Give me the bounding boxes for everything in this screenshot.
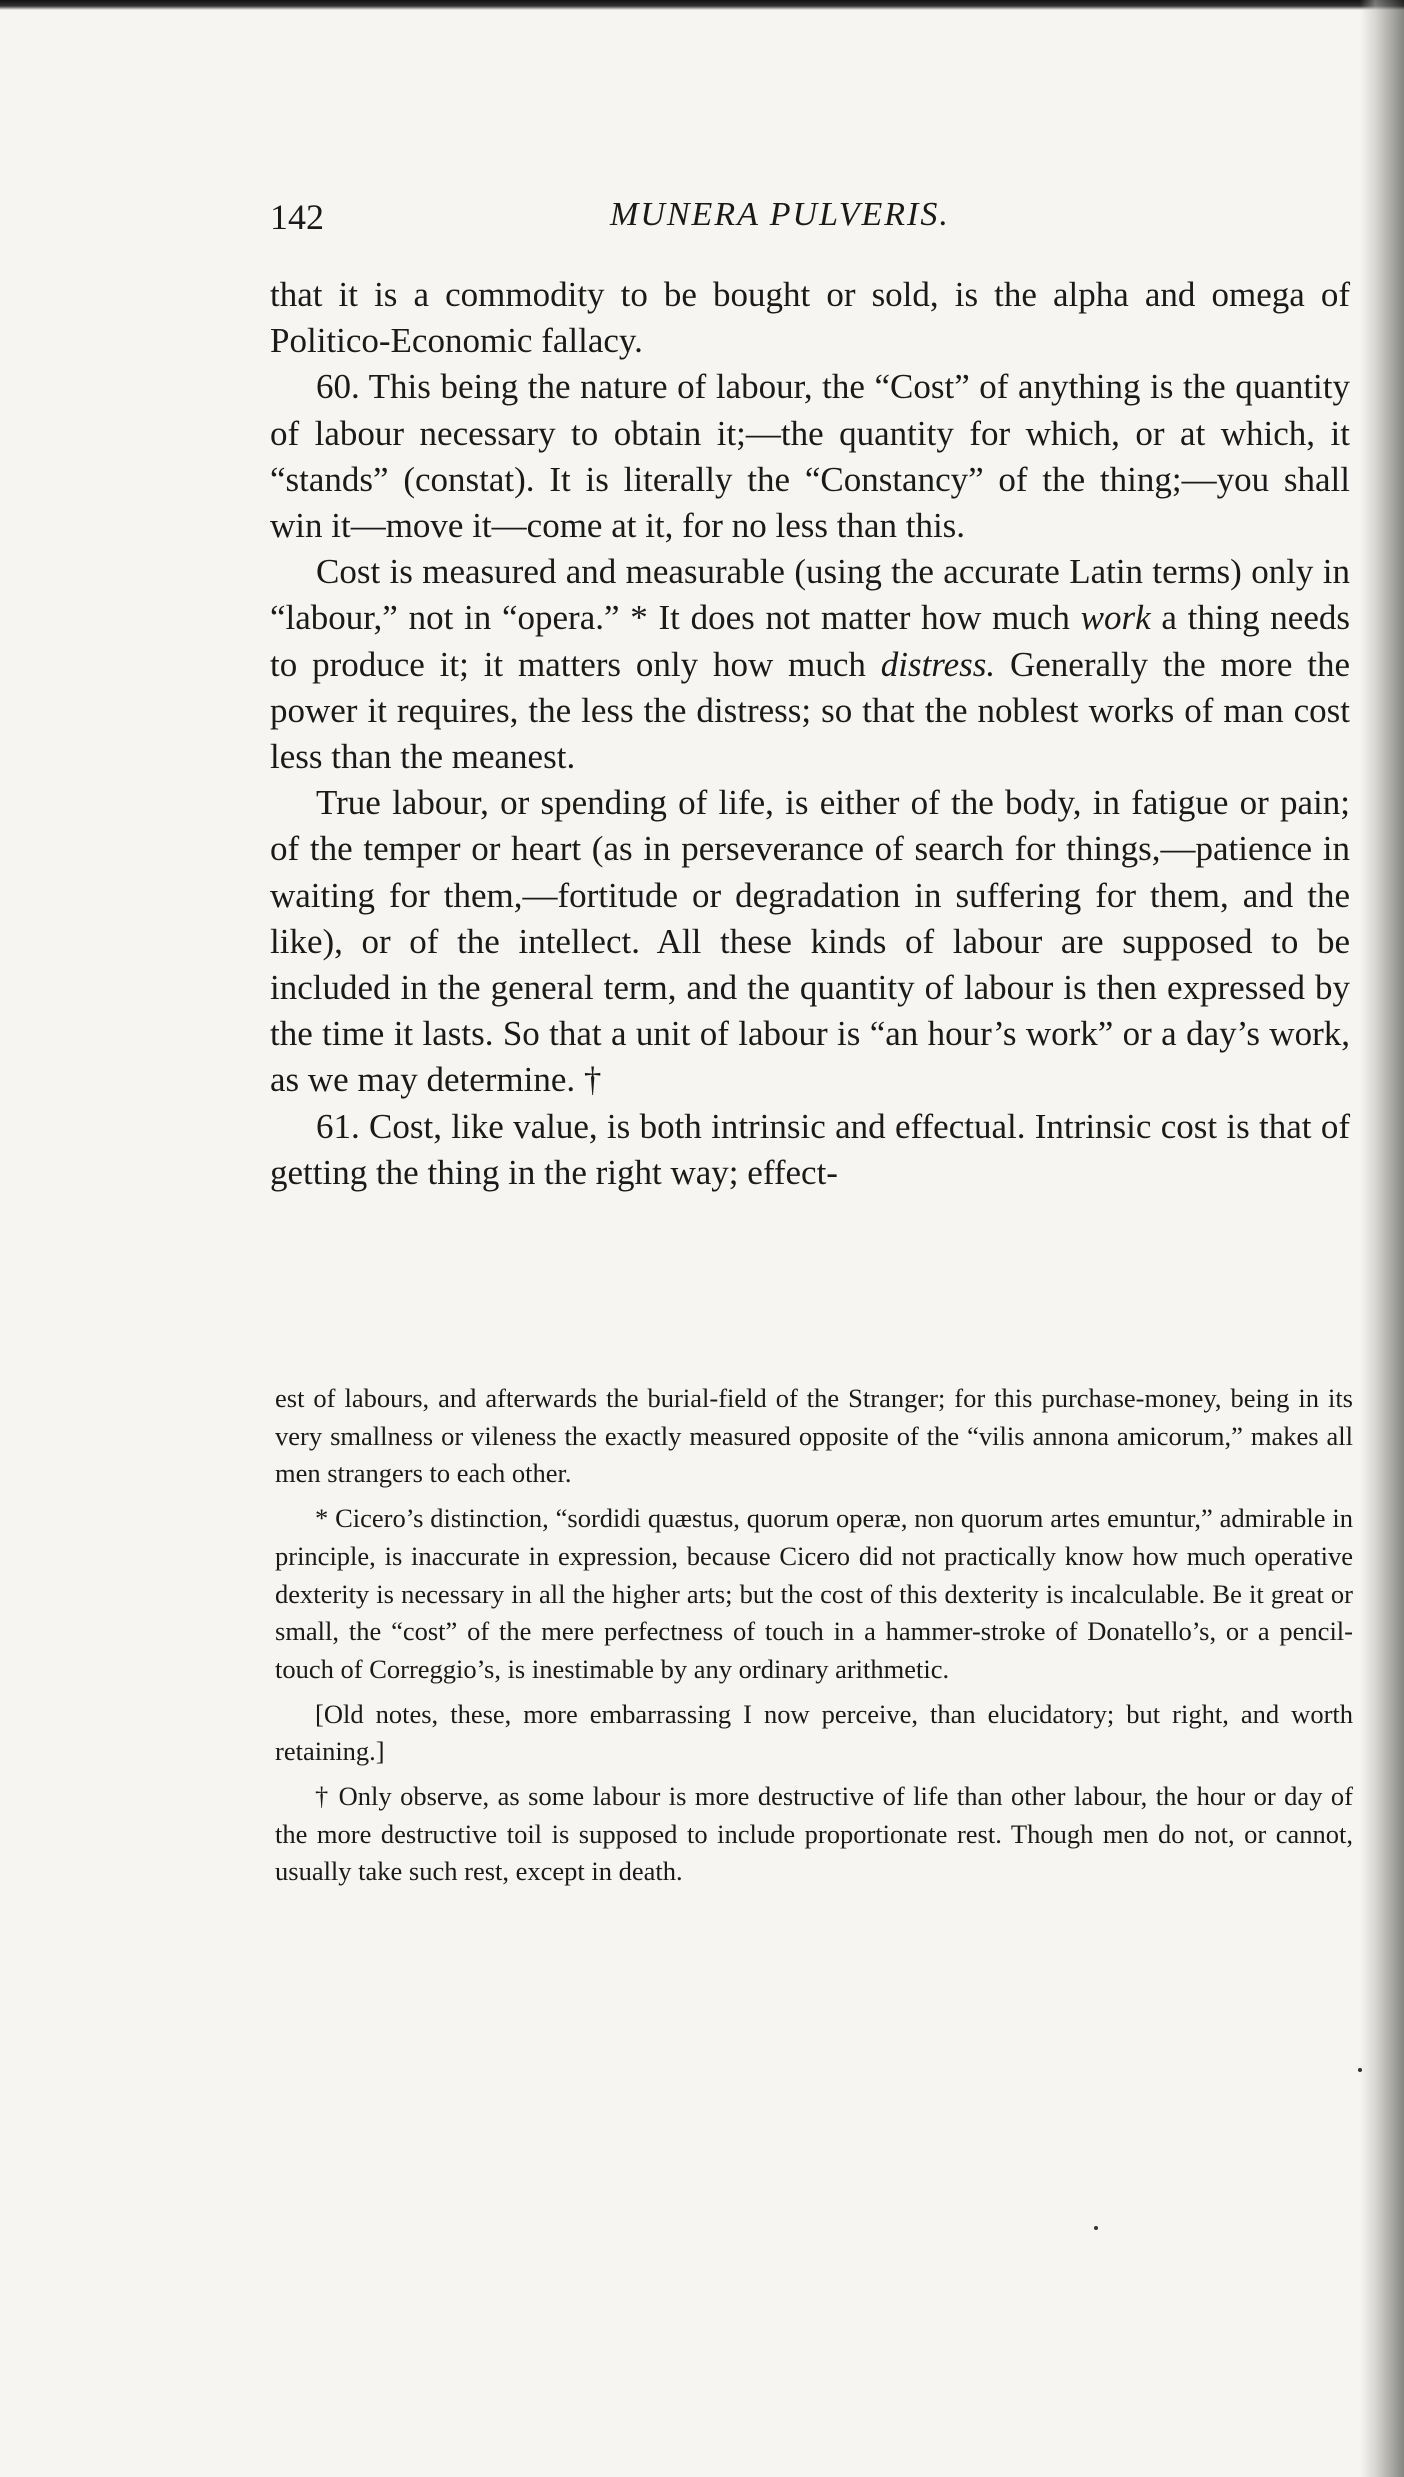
paragraph-text: Cost is measured and measurable (using the accurate Latin terms) only in “labour,” not in “opera.” * It does not matter how much <box>270 552 1350 638</box>
paragraph-text: a thing needs to produce it; it matters only how much <box>270 598 1350 684</box>
paragraph-continuation: that it is a commodity to be bought or sold, is the alpha and omega of Politico-Economic fallacy. <box>270 275 1350 361</box>
italic-distress: distress. <box>880 644 996 684</box>
paragraph-text: Generally the more the power it requires, the less the distress; so that the noblest works of man cost less than the meanest. <box>270 644 1350 777</box>
footnote-dagger: † Only observe, as some labour is more destructive of life than other labour, the hour or day of the more destructive toil is supposed to include proportionate rest. Though men do not, or cannot, usually take such rest, except in death. <box>275 1781 1353 1887</box>
footnote-asterisk: * Cicero’s distinction, “sordidi quæstus, quorum operæ, non quorum artes emuntur,” admirable in principle, is inaccurate in expression, because Cicero did not practically know how much operative dexterity is necessary in all the higher arts; but the cost of this dexterity is incalculable. Be it great or small, the “cost” of the mere perfectness of touch in a hammer-stroke of Donatello’s, or a pencil-touch of Correggio’s, is inestimable by any ordinary arithmetic. <box>275 1503 1353 1684</box>
print-speck <box>1358 2068 1362 2072</box>
running-title: MUNERA PULVERIS. <box>610 196 950 233</box>
paragraph-cost-measured <box>270 549 1350 780</box>
print-speck <box>1094 2226 1098 2230</box>
page-edge-shadow <box>1360 0 1404 2477</box>
paragraph-61: 61. Cost, like value, is both intrinsic and effectual. Intrinsic cost is that of getting the thing in the right way; effect- <box>270 1106 1350 1192</box>
page-top-edge <box>0 0 1404 10</box>
footnote-old-notes: [Old notes, these, more embarrassing I now perceive, than elucidatory; but right, and worth retaining.] <box>275 1698 1353 1767</box>
paragraph-true-labour: True labour, or spending of life, is either of the body, in fatigue or pain; of the temper or heart (as in perseverance of search for things,—patience in waiting for them,—fortitude or degradation in suffering for them, and the like), or of the intellect. All these kinds of labour are supposed to be included in the general term, and the quantity of labour is then expressed by the time it lasts. So that a unit of labour is “an hour’s work” or a day’s work, as we may determine. † <box>270 783 1350 1100</box>
italic-work: work <box>1080 598 1151 638</box>
footnotes <box>275 1380 1353 1898</box>
page-number: 142 <box>270 197 324 237</box>
paragraph-60: 60. This being the nature of labour, the “Cost” of anything is the quantity of labour necessary to obtain it;—the quantity for which, or at which, it “stands” (constat). It is literally the “Constancy” of the thing;—you shall win it—move it—come at it, for no less than this. <box>270 367 1350 546</box>
body-text <box>270 272 1350 1196</box>
footnote-continuation: est of labours, and afterwards the burial-field of the Stranger; for this purchase-money, being in its very smallness or vileness the exactly measured opposite of the “vilis annona amicorum,” makes all men strangers to each other. <box>275 1383 1353 1489</box>
running-header <box>270 196 1360 246</box>
